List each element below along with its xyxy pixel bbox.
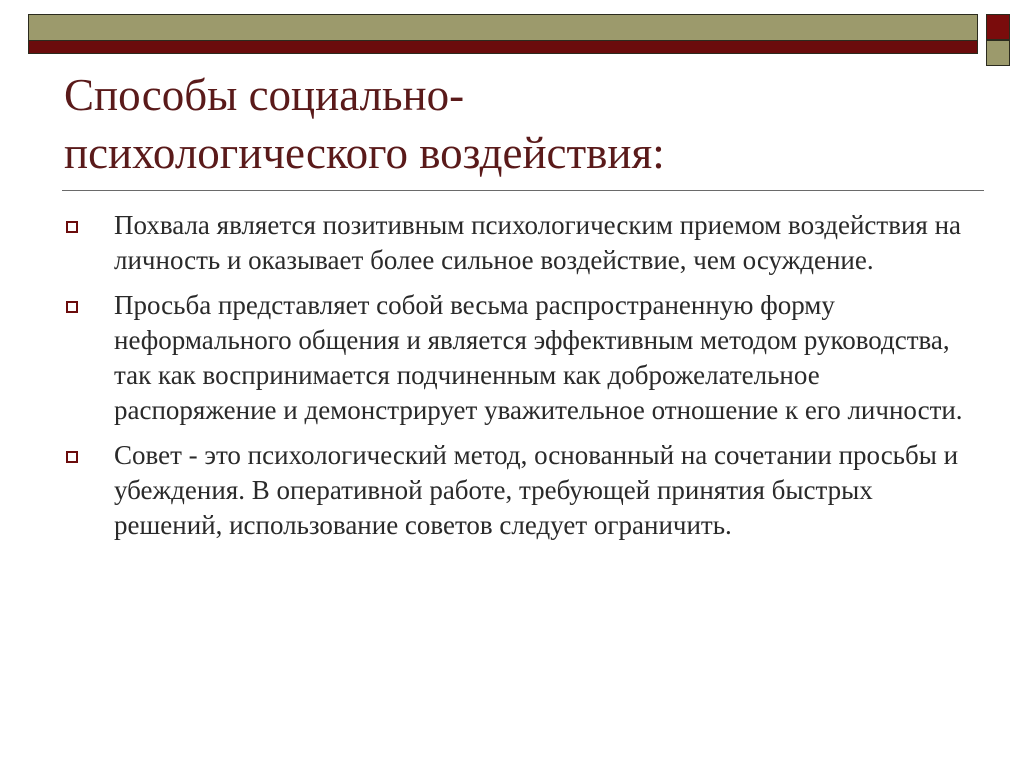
bullet-text-request: Просьба представляет собой весьма распространенную форму неформального общения и является эффективным методом руководства, так как воспринимается подчиненным как доброжелательное распоряжение и демонстрирует уважительное отношение к его личности. [114, 290, 963, 425]
hollow-square-icon [66, 451, 78, 463]
slide-title-line-1: Способы социально- [64, 70, 465, 120]
bullet-text-praise: Похвала является позитивным психологическим приемом воздействия на личность и оказывает более сильное воздействие, чем осуждение. [114, 210, 962, 275]
slide-title [64, 66, 964, 182]
bullet-text-advice: Совет - это психологический метод, основанный на сочетании просьбы и убеждения. В оперативной работе, требующей принятия быстрых решений, использование советов следует ограничить. [114, 440, 959, 540]
slide-title-line-2: психологического воздействия: [64, 128, 665, 178]
bullet-item-praise [64, 208, 964, 278]
hollow-square-icon [66, 301, 78, 313]
header-decor-square-top [986, 14, 1010, 40]
bullet-item-advice [64, 438, 964, 543]
bullet-list [64, 208, 964, 553]
header-decor-stripe [28, 40, 978, 54]
bullet-item-request [64, 288, 964, 428]
title-divider [62, 190, 984, 191]
header-decor-square-bottom [986, 40, 1010, 66]
hollow-square-icon [66, 221, 78, 233]
